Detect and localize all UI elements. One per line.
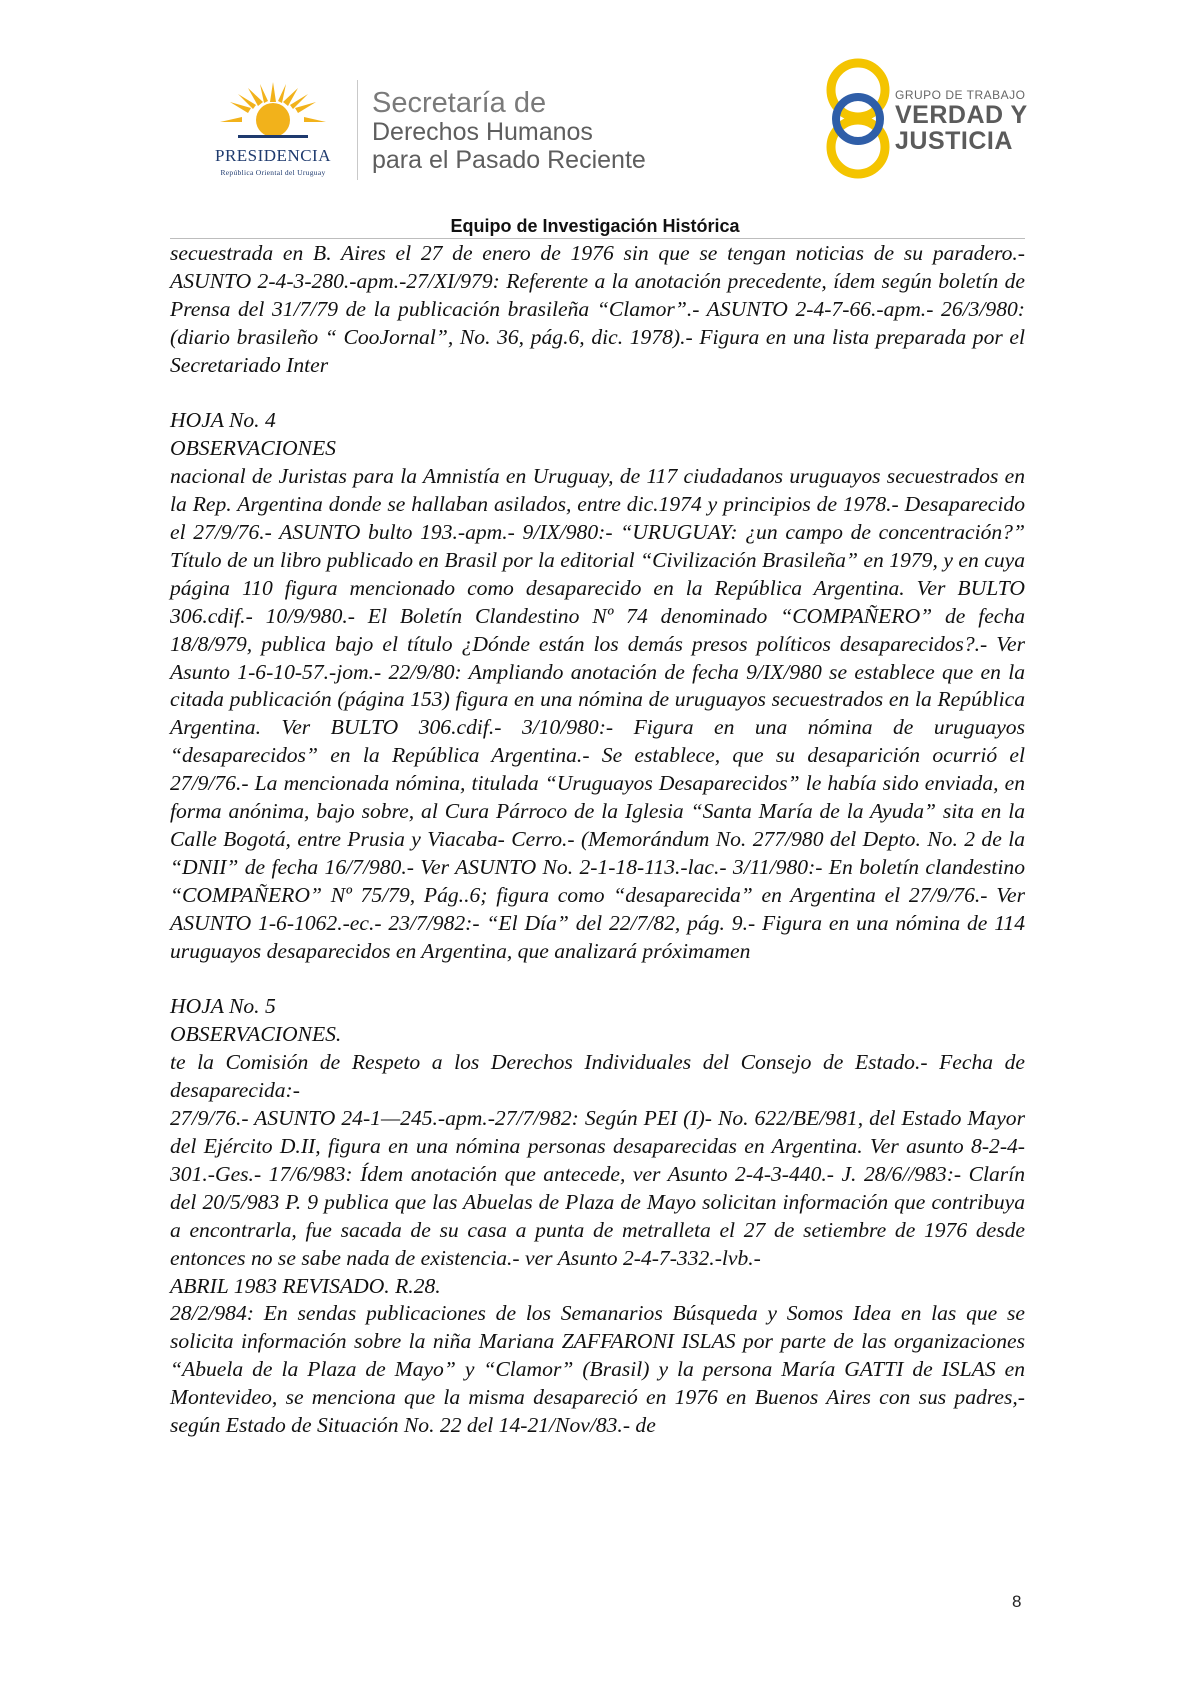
secretaria-line-2: Derechos Humanos [372, 118, 593, 146]
observaciones-4-heading: OBSERVACIONES [170, 436, 336, 461]
secretaria-line-1: Secretaría de [372, 87, 547, 119]
verdad-justicia-text [895, 88, 1028, 154]
observaciones-5-heading: OBSERVACIONES. [170, 1022, 342, 1047]
sun-emblem-icon [218, 80, 328, 146]
secretaria-logo-text [372, 88, 646, 174]
vyj-group-label: GRUPO DE TRABAJO [895, 88, 1026, 102]
paragraph-gap [170, 380, 1025, 408]
header-rule [170, 238, 1025, 239]
paragraph-2: nacional de Juristas para la Amnistía en Uruguay, de 117 ciudadanos uruguayos secuestrados en la Rep. Argentina donde se hallaban asilados, entre dic.1974 y principios de 1978.- Desaparecido el 27/9/76.- ASUNTO bulto 193.-apm.- 9/IX/980:- “URUGUAY: ¿un campo de concentración?” Título de un libro publicado en Brasil por la editorial “Civilización Brasileña” en 1979, y en cuya página 110 figura mencionado como desaparecido en la República Argentina. Ver BULTO 306.cdif.- 10/9/980.- El Boletín Clandestino Nº 74 denominado “COMPAÑERO” de fecha 18/8/979, publica bajo el título ¿Dónde están los demás presos políticos desaparecidos?.- Ver Asunto 1-6-10-57.-jom.- 22/9/80: Ampliando anotación de fecha 9/IX/980 se establece que en la citada publicación (página 153) figura en una nómina de uruguayos secuestrados en la República Argentina. Ver BULTO 306.cdif.- 3/10/980:- Figura en una nómina de uruguayos “desaparecidos” en la República Argentina.- Se establece, que su desaparición ocurrió el 27/9/76.- La mencionada nómina, titulada “Uruguayos Desaparecidos” le había sido enviada, en forma anónima, bajo sobre, al Cura Párroco de la Iglesia “Santa María de la Ayuda” sita en la Calle Bogotá, entre Prusia y Viacaba- Cerro.- (Memorándum No. 277/980 del Depto. No. 2 de la “DNII” de fecha 16/7/980.- Ver ASUNTO No. 2-1-18-113.-lac.- 3/11/980:- En boletín clandestino “COMPAÑERO” Nº 75/79, Pág..6; figura como “desaparecida” en Argentina el 27/9/76.- Ver ASUNTO 1-6-1062.-ec.- 23/7/982:- “El Día” del 22/7/82, pág. 9.- Figura en una nómina de 114 uruguayos desaparecidos en Argentina, que analizará próximamen [170, 464, 1025, 963]
presidencia-subtitle: República Oriental del Uruguay [220, 168, 326, 177]
paragraph-6: 28/2/984: En sendas publicaciones de los Semanarios Búsqueda y Somos Idea en las que se solicita información sobre la niña Mariana ZAFFARONI ISLAS por parte de las organizaciones “Abuela de la Plaza de Mayo” y “Clamor” (Brasil) y la persona María GATTI de ISLAS en Montevideo, se menciona que la misma desapareció en 1976 en Buenos Aires con sus padres,- según Estado de Situación No. 22 del 14-21/Nov/83.- de [170, 1301, 1025, 1438]
presidencia-name: PRESIDENCIA [214, 146, 331, 165]
verdad-justicia-rings-icon [820, 58, 900, 180]
paragraph-1: secuestrada en B. Aires el 27 de enero de 1976 sin que se tengan noticias de su paradero.- ASUNTO 2-4-3-280.-apm.-27/XI/979: Referente a la anotación precedente, ídem según boletín de Prensa del 31/7/79 de la publicación brasileña “Clamor”.- ASUNTO 2-4-7-66.-apm.- 26/3/980: (diario brasileño “ CooJornal”, No. 36, pág.6, dic. 1978).- Figura en una lista preparada por el Secretariado Inter [170, 241, 1025, 377]
page-number: 8 [1012, 1592, 1022, 1611]
hoja-5-heading: HOJA No. 5 [170, 994, 276, 1019]
vyj-line-1: VERDAD Y [895, 101, 1028, 129]
header-divider [357, 80, 358, 180]
secretaria-line-3: para el Pasado Reciente [372, 146, 646, 174]
presidencia-logo [198, 80, 348, 180]
paragraph-3: te la Comisión de Respeto a los Derechos Individuales del Consejo de Estado.- Fecha de desaparecida:- [170, 1050, 1025, 1103]
vyj-line-2: JUSTICIA [895, 127, 1013, 155]
hoja-4-heading: HOJA No. 4 [170, 408, 276, 433]
team-title: Equipo de Investigación Histórica [450, 216, 740, 236]
paragraph-5: ABRIL 1983 REVISADO. R.28. [170, 1273, 441, 1298]
page-header [0, 0, 1190, 250]
paragraph-4: 27/9/76.- ASUNTO 24-1—245.-apm.-27/7/982: Según PEI (I)- No. 622/BE/981, del Estado Mayor del Ejército D.II, figura en una nómina personas desaparecidas en Argentina. Ver asunto 8-2-4-301.-Ges.- 17/6/983: Ídem anotación que antecede, ver Asunto 2-4-3-440.- J. 28/6//983:- Clarín del 20/5/983 P. 9 publica que las Abuelas de Plaza de Mayo solicitan información que contribuya a encontrarla, fue sacada de su casa a punta de metralleta el 27 de setiembre de 1976 desde entonces no se sabe nada de existencia.- ver Asunto 2-4-7-332.-lvb.- [170, 1106, 1025, 1270]
paragraph-gap [170, 966, 1025, 994]
document-body [170, 240, 1025, 1440]
